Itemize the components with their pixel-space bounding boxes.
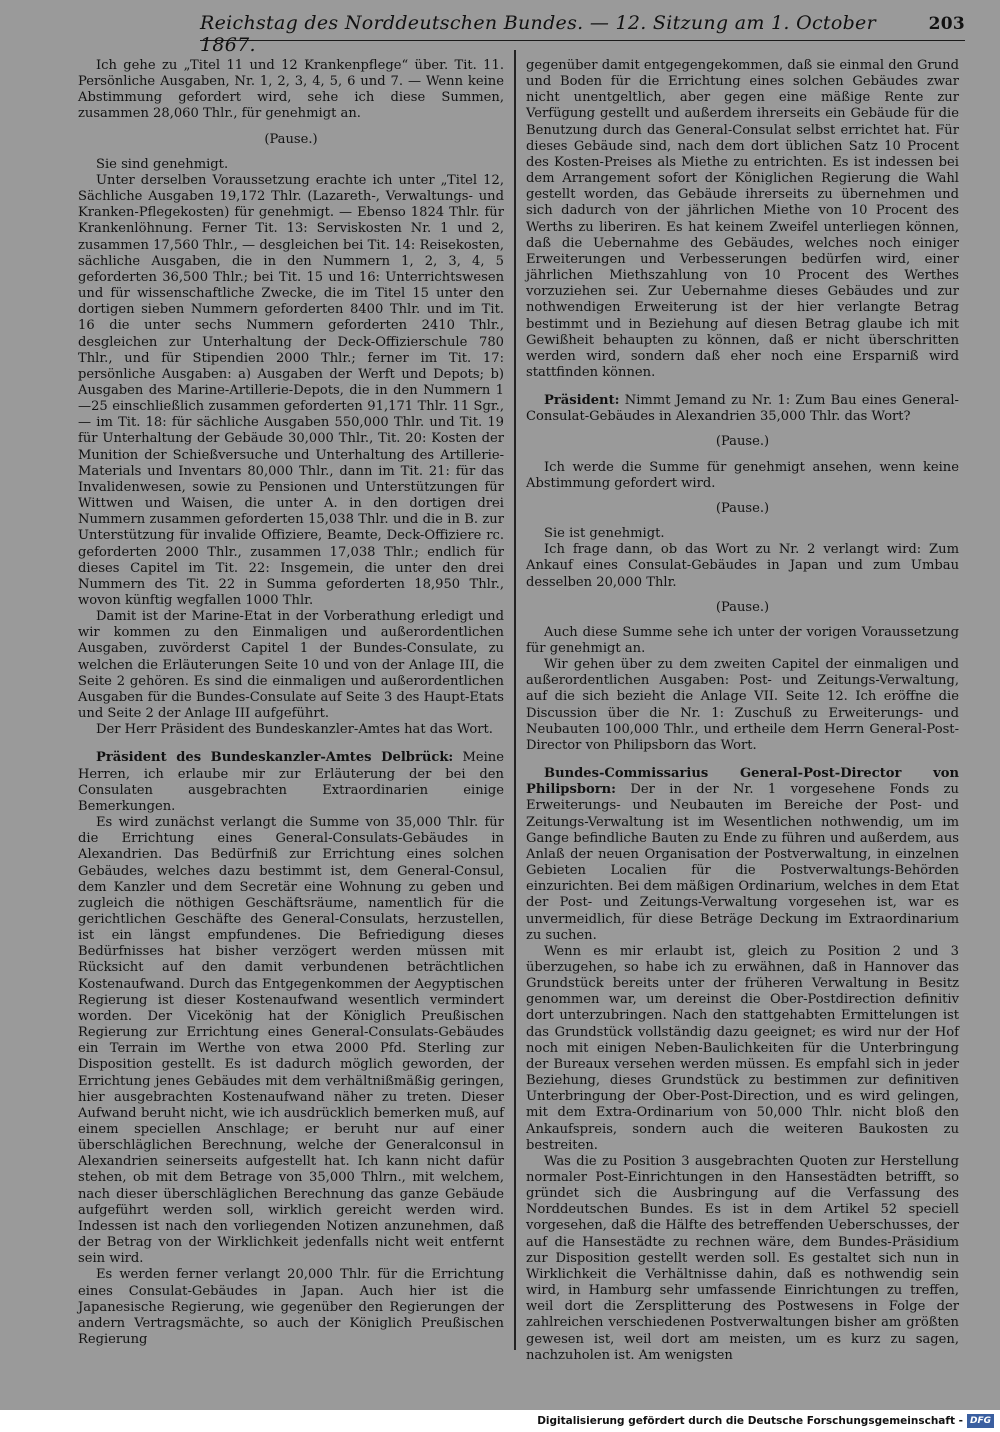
pause-note: (Pause.) [715, 434, 770, 450]
body-paragraph: Auch diese Summe sehe ich unter der vorigen Voraussetzung für genehmigt an. [526, 624, 959, 656]
body-paragraph: Ich werde die Summe für genehmigt ansehen, wenn keine Abstimmung gefordert wird. [526, 459, 959, 491]
body-paragraph: Der Herr Präsident des Bundeskanzler-Amtes hat das Wort. [96, 722, 493, 738]
right-column [526, 58, 959, 1364]
digitization-footer [0, 1410, 1000, 1432]
speaker-name: Bundes-Commissarius General-Post-Director von Philipsborn: [526, 766, 959, 798]
page-header [200, 12, 965, 56]
funding-credit: Digitalisierung gefördert durch die Deutsche Forschungsgemeinschaft - [537, 1415, 963, 1427]
speech-text: Der in der Nr. 1 vorgesehene Fonds zu Erweiterungs- und Neubauten im Bereiche der Post- und Zeitungs-Verwaltung ist im Wesentlichen nothwendig, um im Gange befindliche Bauten zu Ende zu führen und außerdem, aus Anlaß der neuen Organisation der Postverwaltung, in einzelnen Gebieten Localien für die Postverwaltungs-Behörden einzurichten. Bei dem mäßigen Ordinarium, welches in dem Etat der Post- und Zeitungs-Verwaltung vorgesehen ist, war es unvermeidlich, für diese Beträge Deckung im Extraordinarium zu suchen. [526, 782, 959, 943]
speech-text: Meine Herren, ich erlaube mir zur Erläuterung der bei den Consulaten ausgebrachten Extraordinarien einige Bemerkungen. [78, 750, 504, 814]
speech-paragraph [526, 393, 959, 425]
column-divider [514, 50, 516, 1350]
speaker-name: Präsident des Bundeskanzler-Amtes Delbrück: [96, 750, 454, 766]
body-paragraph: Unter derselben Voraussetzung erachte ich unter „Titel 12, Sächliche Ausgaben 19,172 Thlr. (Lazareth-, Verwaltungs- und Kranken-Pflegekosten) für genehmigt. — Ebenso 1824 Thlr. für Krankenlöhnung. Ferner Tit. 13: Serviskosten Nr. 1 und 2, zusammen 17,560 Thlr., — desgleichen bei Tit. 14: Reisekosten, sächliche Ausgaben, die in den Nummern 1, 2, 3, 4, 5 geforderten 36,500 Thlr.; bei Tit. 15 und 16: Unterrichtswesen und für wissenschaftliche Zwecke, die im Titel 15 unter den dortigen sieben Nummern geforderten 8400 Thlr. und im Tit. 16 die unter sechs Nummern geforderten 2410 Thlr., desgleichen zur Unterhaltung der Deck-Offizierschule 780 Thlr., und für Stipendien 2000 Thlr.; ferner im Tit. 17: persönliche Ausgaben: a) Ausgaben der Werft und Depots; b) Ausgaben des Marine-Artillerie-Depots, die in den Nummern 1—25 einschließlich zusammen geforderten 91,171 Thlr. 11 Sgr., — im Tit. 18: für sächliche Ausgaben 550,000 Thlr. und Tit. 19 für Unterhaltung der Gebäude 30,000 Thlr., Tit. 20: Kosten der Munition der Schießversuche und Unterhaltung des Artillerie-Materials und Inventars 80,000 Thlr., dann im Tit. 21: für das Invalidenwesen, sowie zu Pensionen und Unterstützungen für Wittwen und Waisen, die unter A. in den dortigen drei Nummern zusammen geforderten 15,038 Thlr. und die in B. zur Unterstützung für invalide Offiziere, Beamte, Deck-Offiziere rc. geforderten 2000 Thlr., zusammen 17,038 Thlr.; endlich für dieses Capitel im Tit. 22: Insgemein, die unter den drei Nummern des Tit. 22 in Summa geforderten 18,950 Thlr., wovon künftig wegfallen 1000 Thlr. [78, 172, 504, 608]
body-paragraph: Was die zu Position 3 ausgebrachten Quoten zur Herstellung normaler Post-Einrichtungen in den Hansestädten betrifft, so gründet sich die Ausbringung auf die Verfassung des Norddeutschen Bundes. Es ist in dem Artikel 52 speciell vorgesehen, daß die Hälfte des betreffenden Ueberschusses, der auf die Hansestädte zu rechnen wäre, dem Bundes-Präsidium zur Disposition gestellt werden soll. Es gestaltet sich nun in Wirklichkeit die Verhältnisse dahin, daß es nothwendig sein wird, in Hamburg sehr umfassende Einrichtungen zu treffen, weil dort die Zersplitterung des Postwesens in Folge der zahlreichen verschiedenen Postverwaltungen bisher am größten gewesen ist, weil dort am meisten, um es kurz zu sagen, nachzuholen ist. Am wenigsten [526, 1153, 959, 1363]
pause-note: (Pause.) [715, 599, 770, 615]
body-paragraph: Es werden ferner verlangt 20,000 Thlr. für die Errichtung eines Consulat-Gebäudes in Japan. Auch hier ist die Japanesische Regierung, wie gegenüber den Regierungen der andern Vertragsmächte, so auch der Königlich Preußischen Regierung [78, 1267, 504, 1348]
body-paragraph: Ich frage dann, ob das Wort zu Nr. 2 verlangt wird: Zum Ankauf eines Consulat-Gebäudes in Japan und zum Umbau desselben 20,000 Thlr. [526, 542, 959, 590]
speech-text: Nimmt Jemand zu Nr. 1: Zum Bau eines General-Consulat-Gebäudes in Alexandrien 35,000 Thlr. das Wort? [526, 393, 959, 425]
body-paragraph: Es wird zunächst verlangt die Summe von 35,000 Thlr. für die Errichtung eines General-Consulats-Gebäudes in Alexandrien. Das Bedürfniß zur Errichtung eines solchen Gebäudes, welches dazu bestimmt ist, dem General-Consul, dem Kanzler und dem Secretär eine Wohnung zu geben und zugleich die nöthigen Geschäftsräume, namentlich für die gerichtlichen Geschäfte des General-Consulats, herzustellen, ist ein längst empfundenes. Die Befriedigung dieses Bedürfnisses hat bisher verzögert werden müssen mit Rücksicht auf den damit verbundenen beträchtlichen Kostenaufwand. Durch das Entgegenkommen der Aegyptischen Regierung ist dieser Kostenaufwand wesentlich vermindert worden. Der Vicekönig hat der Königlich Preußischen Regierung zur Errichtung eines General-Consulats-Gebäudes ein Terrain im Werthe von etwa 2000 Pfd. Sterling zur Disposition gestellt. Es ist dadurch möglich geworden, der Errichtung jenes Gebäudes mit dem verhältnißmäßig geringen, hier ausgebrachten Kostenaufwand näher zu treten. Dieser Aufwand beruht nicht, wie ich ausdrücklich bemerken muß, auf einem speciellen Anschlage; er beruht nur auf einer überschläglichen Berechnung, welche der Generalconsul in Alexandrien seinerseits aufgestellt hat. Ich kann nicht dafür stehen, ob mit dem Betrage von 35,000 Thlrn., mit welchem, nach dieser überschläglichen Berechnung das ganze Gebäude aufgeführt werden soll, wirklich gereicht werden wird. Indessen ist nach den vorliegenden Notizen anzunehmen, daß der Betrag von der Wirklichkeit jedenfalls nicht weit entfernt sein wird. [78, 815, 504, 1267]
speech-paragraph [526, 766, 959, 944]
running-title: Reichstag des Norddeutschen Bundes. — 12. Sitzung am 1. October 1867. [200, 12, 876, 56]
pause-note: (Pause.) [264, 131, 318, 147]
speaker-name: Präsident: [544, 393, 620, 409]
pause-note: (Pause.) [715, 500, 770, 516]
speech-paragraph [78, 750, 504, 815]
body-paragraph: Ich gehe zu „Titel 11 und 12 Krankenpflege“ über. Tit. 11. Persönliche Ausgaben, Nr. 1, 2, 3, 4, 5, 6 und 7. — Wenn keine Abstimmung gefordert wird, sehe ich diese Summen, zusammen 28,060 Thlr., für genehmigt an. [78, 58, 504, 122]
dfg-logo: DFG [967, 1414, 994, 1428]
left-column [78, 58, 504, 1348]
body-paragraph: Sie ist genehmigt. [544, 526, 665, 542]
body-paragraph: gegenüber damit entgegengekommen, daß sie einmal den Grund und Boden für die Errichtung eines solchen Gebäudes zwar nicht unentgeltlich, aber gegen eine mäßige Rente zur Verfügung gestellt und außerdem ihrerseits ein Gebäude für die Benutzung durch das General-Consulat selbst errichtet hat. Für dieses Gebäude sind, nach dem dort üblichen Satz 10 Procent des Kosten-Preises als Miethe zu entrichten. Es ist indessen bei dem Arrangement sofort der Königlichen Regierung die Wahl gestellt worden, das Gebäude ihrerseits zu übernehmen und sich dadurch von der jährlichen Miethe von 10 Procent des Werths zu liberiren. Es hat keinem Zweifel unterliegen können, daß die Uebernahme des Gebäudes, welches noch einiger Erweiterungen und Verbesserungen bedürfen wird, einer jährlichen Miethszahlung von 10 Procent des Werthes vorzuziehen sei. Zur Uebernahme dieses Gebäudes und zur nothwendigen Erweiterung ist der hier verlangte Betrag bestimmt und in Beziehung auf diesen Betrag glaube ich mit Gewißheit behaupten zu können, daß er nicht überschritten werden wird, sondern daß eher noch eine Ersparniß wird stattfinden können. [526, 58, 959, 380]
page-number: 203 [928, 14, 965, 34]
body-paragraph: Wir gehen über zu dem zweiten Capitel der einmaligen und außerordentlichen Ausgaben: Post- und Zeitungs-Verwaltung, auf die sich bezieht die Anlage VII. Seite 12. Ich eröffne die Discussion über die Nr. 1: Zuschuß zu Erweiterungs- und Neubauten 100,000 Thlr., und ertheile dem Herrn General-Post-Director von Philipsborn das Wort. [526, 657, 959, 753]
body-paragraph: Sie sind genehmigt. [96, 156, 229, 172]
body-paragraph: Wenn es mir erlaubt ist, gleich zu Position 2 und 3 überzugehen, so habe ich zu erwähnen, daß in Hannover das Grundstück bereits unter der früheren Verwaltung in Besitz genommen war, um dereinst die Ober-Postdirection definitiv dort unterzubringen. Nach den stattgehabten Ermittelungen ist das Grundstück vollständig dazu geeignet; es wird nur der Hof noch mit einigen Neben-Baulichkeiten für die Unterbringung der Bureaux versehen werden müssen. Es empfahl sich in jeder Beziehung, dieses Grundstück zu bestimmen zur definitiven Unterbringung der Ober-Post-Direction, und es wird gelingen, mit dem Extra-Ordinarium von 50,000 Thlr. nicht bloß den Ankaufspreis, sondern auch die weiteren Baukosten zu bestreiten. [526, 943, 959, 1153]
body-paragraph: Damit ist der Marine-Etat in der Vorberathung erledigt und wir kommen zu den Einmaligen und außerordentlichen Ausgaben, zuvörderst Capitel 1 der Bundes-Consulate, zu welchen die Erläuterungen Seite 10 und von der Anlage III, die Seite 2 gehören. Es sind die einmaligen und außerordentlichen Ausgaben für die Bundes-Consulate auf Seite 3 des Haupt-Etats und Seite 2 der Anlage III aufgeführt. [78, 609, 504, 722]
